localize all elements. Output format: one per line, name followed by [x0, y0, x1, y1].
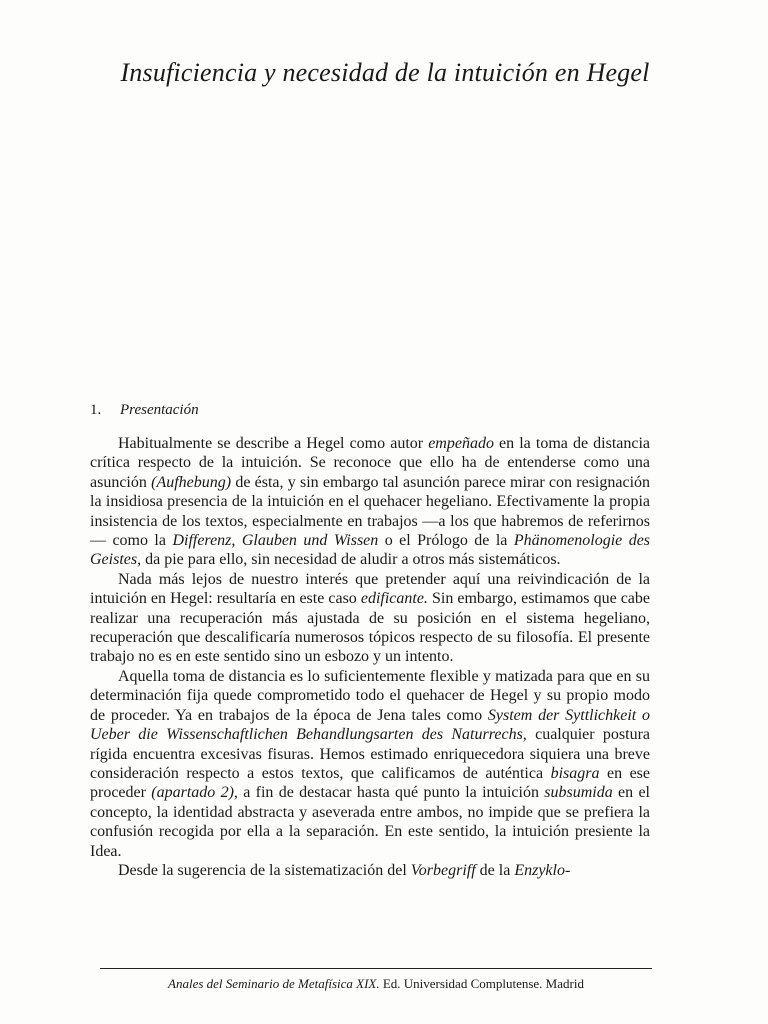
- section-heading: [90, 400, 199, 420]
- italic-run: Vorbegriff: [410, 861, 476, 879]
- italic-run: System der Syttlichkeit o Ueber die Wissenschaftlichen Behandlungsarten des Naturrechs,: [90, 706, 650, 744]
- italic-run: Differenz, Glauben und Wissen: [172, 532, 379, 550]
- footer-journal: Anales del Seminario de Metafísica XIX.: [168, 976, 380, 991]
- text-run: de la: [475, 861, 515, 879]
- paragraph: [90, 570, 650, 667]
- italic-run: subsumida: [544, 784, 613, 802]
- text-run: Desde la sugerencia de la sistematización del: [118, 861, 411, 879]
- italic-run: edificante.: [360, 590, 428, 608]
- page-footer: [100, 975, 652, 993]
- paragraph: [90, 434, 650, 570]
- text-run: cualquier postura rígida encuentra excesivas fisuras. Hemos estimado enriquecedora siquiera una breve consideración respecto a estos textos, que calificamos de auténtica: [90, 726, 651, 782]
- text-run: en ese proceder: [90, 764, 650, 802]
- section-number: 1.: [90, 402, 102, 418]
- text-run: da pie para ello, sin necesidad de aludir a otros más sistemáticos.: [141, 551, 561, 569]
- italic-run: empeñado: [428, 435, 494, 452]
- italic-run: Enzyklo-: [514, 861, 571, 879]
- italic-run: bisagra: [550, 764, 600, 782]
- text-run: Nada más lejos de nuestro interés que pretender aquí una reivindicación de la intuición en Hegel: resultaría en este caso: [90, 570, 650, 608]
- text-run: en la toma de distancia crítica respecto de la intuición. Se reconoce que ello ha de entenderse como una asunción: [90, 435, 651, 491]
- body-text: [90, 434, 650, 880]
- footer-divider: [100, 968, 652, 969]
- paragraph: [90, 667, 650, 861]
- section-label: Presentación: [120, 402, 199, 418]
- italic-run: (Aufhebung): [151, 473, 232, 491]
- article-title: Insuficiencia y necesidad de la intuición en Hegel: [120, 58, 650, 87]
- text-run: de ésta, y sin embargo tal asunción parece mirar con resignación la insidiosa presencia de la intuición en el quehacer hegeliano. Efectivamente la propia insistencia de los textos, especialmente en trabajos —a los que habremos de referirnos— como la: [90, 473, 651, 550]
- text-run: Sin embargo, estimamos que cabe realizar una recuperación más ajustada de su posición en el sistema hegeliano, recuperación que descalificaría numerosos tópicos respecto de su filosofía. El presente trabajo no es en este sentido sino un esbozo y un intento.: [90, 590, 651, 666]
- text-run: a fin de destacar hasta qué punto la intuición: [237, 784, 545, 802]
- paragraph: [90, 861, 650, 880]
- text-run: Habitualmente se describe a Hegel como autor: [118, 435, 429, 452]
- footer-publisher: Ed. Universidad Complutense. Madrid: [382, 976, 584, 991]
- text-run: Aquella toma de distancia es lo suficientemente flexible y matizada para que en su determinación fija quede comprometido todo el quehacer de Hegel y su propio modo de proceder. Ya en trabajos de la época de Jena tales como: [90, 667, 650, 724]
- italic-run: (apartado 2),: [151, 784, 238, 802]
- text-run: o el Prólogo de la: [378, 532, 514, 550]
- text-run: en el concepto, la identidad abstracta y aseverada entre ambos, no impide que se prefiera la confusión recogida por ella a la separación. En este sentido, la intuición presiente la Idea.: [90, 784, 651, 860]
- italic-run: Phänomenologie des Geistes,: [90, 532, 651, 569]
